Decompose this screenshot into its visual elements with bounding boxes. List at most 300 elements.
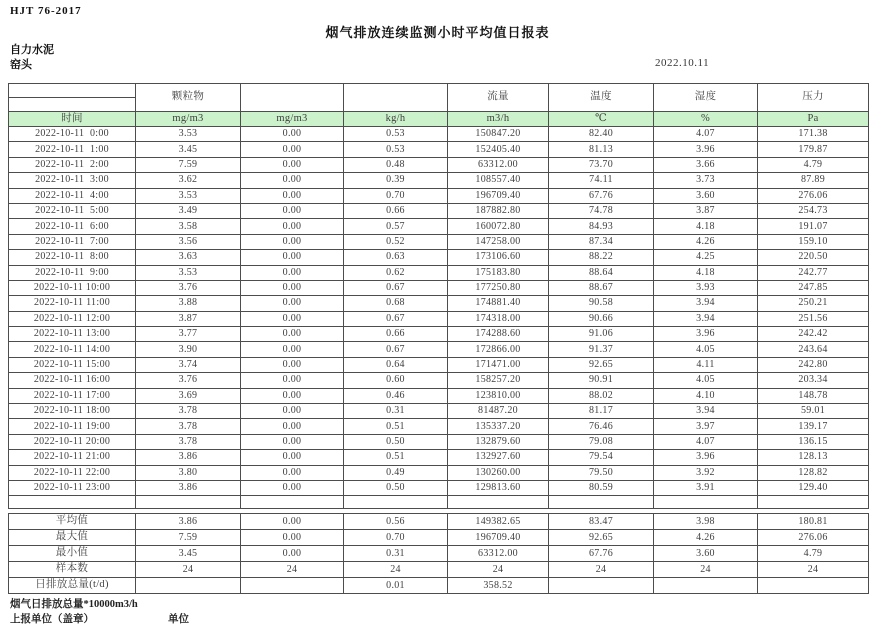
value-cell: 0.66 [344,203,448,218]
value-cell: 0.51 [344,419,448,434]
value-cell: 88.02 [549,388,654,403]
value-cell: 196709.40 [448,188,549,203]
time-cell: 2022-10-11 12:00 [9,311,136,326]
summary-row [9,514,869,530]
summary-value-cell: 149382.65 [448,514,549,530]
summary-label: 最小值 [9,546,136,562]
value-cell: 0.53 [344,127,448,142]
value-cell: 3.49 [136,203,241,218]
group-header-flow: 流量 [448,84,549,112]
summary-value-cell: 0.70 [344,530,448,546]
summary-table [8,513,869,594]
table-row [9,404,869,419]
value-cell: 3.78 [136,419,241,434]
value-cell: 0.00 [241,188,344,203]
time-column-header: 时间 [9,112,136,127]
group-header-particulate: 颗粒物 [136,84,241,112]
unit-mg-m3-1: mg/m3 [136,112,241,127]
split-top-cell [9,84,135,98]
value-cell: 0.60 [344,373,448,388]
value-cell: 179.87 [758,142,869,157]
time-cell: 2022-10-11 9:00 [9,265,136,280]
value-cell: 4.11 [654,357,758,372]
summary-value-cell: 4.26 [654,530,758,546]
summary-value-cell [136,578,241,594]
value-cell: 3.93 [654,280,758,295]
value-cell: 3.73 [654,173,758,188]
table-row [9,173,869,188]
time-cell: 2022-10-11 15:00 [9,357,136,372]
value-cell: 132879.60 [448,434,549,449]
value-cell: 3.58 [136,219,241,234]
value-cell: 87.34 [549,234,654,249]
unit-m3-h: m3/h [448,112,549,127]
value-cell: 132927.60 [448,450,549,465]
empty-cell [344,496,448,509]
time-cell: 2022-10-11 10:00 [9,280,136,295]
value-cell: 0.68 [344,296,448,311]
company-name: 自力水泥 [10,44,54,56]
table-row [9,127,869,142]
group-header-humidity: 湿度 [654,84,758,112]
table-row [9,188,869,203]
value-cell: 0.67 [344,280,448,295]
value-cell: 90.58 [549,296,654,311]
value-cell: 243.64 [758,342,869,357]
value-cell: 160072.80 [448,219,549,234]
value-cell: 79.54 [549,450,654,465]
summary-value-cell: 24 [549,562,654,578]
value-cell: 130260.00 [448,465,549,480]
value-cell: 0.66 [344,327,448,342]
value-cell: 250.21 [758,296,869,311]
value-cell: 0.00 [241,127,344,142]
value-cell: 4.07 [654,127,758,142]
value-cell: 0.00 [241,203,344,218]
value-cell: 0.00 [241,342,344,357]
value-cell: 136.15 [758,434,869,449]
table-row [9,203,869,218]
table-row [9,219,869,234]
time-cell: 2022-10-11 16:00 [9,373,136,388]
summary-value-cell [654,578,758,594]
value-cell: 3.86 [136,480,241,495]
value-cell: 177250.80 [448,280,549,295]
time-cell: 2022-10-11 0:00 [9,127,136,142]
value-cell: 0.00 [241,480,344,495]
summary-label: 样本数 [9,562,136,578]
group-header-pressure: 压力 [758,84,869,112]
value-cell: 0.51 [344,450,448,465]
value-cell: 87.89 [758,173,869,188]
summary-rows [9,514,869,594]
value-cell: 80.59 [549,480,654,495]
value-cell: 139.17 [758,419,869,434]
doc-code: HJT 76-2017 [10,5,82,17]
unit-percent: % [654,112,758,127]
value-cell: 3.56 [136,234,241,249]
empty-cell [654,496,758,509]
value-cell: 3.80 [136,465,241,480]
value-cell: 3.90 [136,342,241,357]
value-cell: 0.31 [344,404,448,419]
value-cell: 3.63 [136,250,241,265]
value-cell: 3.92 [654,465,758,480]
table-row [9,419,869,434]
value-cell: 4.05 [654,373,758,388]
group-header-blank-1 [241,84,344,112]
value-cell: 0.48 [344,157,448,172]
value-cell: 0.00 [241,296,344,311]
report-date: 2022.10.11 [655,57,710,69]
table-row [9,388,869,403]
value-cell: 4.10 [654,388,758,403]
value-cell: 3.62 [136,173,241,188]
summary-value-cell: 83.47 [549,514,654,530]
value-cell: 4.18 [654,219,758,234]
value-cell: 3.88 [136,296,241,311]
value-cell: 0.67 [344,342,448,357]
value-cell: 81487.20 [448,404,549,419]
table-row [9,280,869,295]
value-cell: 242.77 [758,265,869,280]
value-cell: 4.25 [654,250,758,265]
value-cell: 0.00 [241,142,344,157]
value-cell: 0.50 [344,480,448,495]
summary-value-cell: 63312.00 [448,546,549,562]
value-cell: 3.60 [654,188,758,203]
summary-value-cell: 3.45 [136,546,241,562]
value-cell: 3.94 [654,296,758,311]
summary-row [9,578,869,594]
table-row [9,357,869,372]
value-cell: 84.93 [549,219,654,234]
value-cell: 0.49 [344,465,448,480]
table-row [9,142,869,157]
value-cell: 0.50 [344,434,448,449]
summary-value-cell: 0.01 [344,578,448,594]
value-cell: 0.00 [241,265,344,280]
summary-value-cell: 24 [654,562,758,578]
empty-cell [758,496,869,509]
value-cell: 3.76 [136,373,241,388]
value-cell: 247.85 [758,280,869,295]
value-cell: 128.13 [758,450,869,465]
summary-value-cell: 92.65 [549,530,654,546]
time-cell: 2022-10-11 11:00 [9,296,136,311]
value-cell: 4.18 [654,265,758,280]
value-cell: 0.00 [241,250,344,265]
time-cell: 2022-10-11 13:00 [9,327,136,342]
value-cell: 129813.60 [448,480,549,495]
group-header-blank-2 [344,84,448,112]
value-cell: 4.05 [654,342,758,357]
summary-value-cell: 0.00 [241,546,344,562]
value-cell: 254.73 [758,203,869,218]
time-cell: 2022-10-11 18:00 [9,404,136,419]
summary-value-cell [549,578,654,594]
summary-value-cell: 24 [241,562,344,578]
time-cell: 2022-10-11 1:00 [9,142,136,157]
summary-value-cell: 0.00 [241,514,344,530]
value-cell: 220.50 [758,250,869,265]
time-cell: 2022-10-11 6:00 [9,219,136,234]
summary-value-cell: 24 [448,562,549,578]
value-cell: 74.11 [549,173,654,188]
value-cell: 0.70 [344,188,448,203]
value-cell: 0.67 [344,311,448,326]
table-row [9,465,869,480]
value-cell: 3.96 [654,327,758,342]
value-cell: 0.62 [344,265,448,280]
time-cell: 2022-10-11 21:00 [9,450,136,465]
summary-value-cell: 24 [344,562,448,578]
value-cell: 3.66 [654,157,758,172]
table-row [9,250,869,265]
value-cell: 3.53 [136,265,241,280]
value-cell: 0.00 [241,234,344,249]
unit-pa: Pa [758,112,869,127]
value-cell: 148.78 [758,388,869,403]
summary-value-cell: 196709.40 [448,530,549,546]
summary-row [9,530,869,546]
value-cell: 0.53 [344,142,448,157]
value-cell: 3.53 [136,127,241,142]
value-cell: 0.64 [344,357,448,372]
value-cell: 79.08 [549,434,654,449]
unit-label: 单位 [168,614,189,625]
value-cell: 59.01 [758,404,869,419]
table-row [9,157,869,172]
value-cell: 158257.20 [448,373,549,388]
empty-cell [9,496,136,509]
value-cell: 152405.40 [448,142,549,157]
value-cell: 150847.20 [448,127,549,142]
group-header-row [9,84,869,112]
table-row [9,342,869,357]
value-cell: 91.37 [549,342,654,357]
value-cell: 203.34 [758,373,869,388]
value-cell: 92.65 [549,357,654,372]
summary-label: 日排放总量(t/d) [9,578,136,594]
summary-row [9,562,869,578]
value-cell: 90.66 [549,311,654,326]
station-name: 窑头 [10,59,32,71]
footer-note: 烟气日排放总量*10000m3/h [10,599,138,610]
value-cell: 135337.20 [448,419,549,434]
summary-value-cell: 4.79 [758,546,869,562]
summary-value-cell [241,578,344,594]
value-cell: 73.70 [549,157,654,172]
value-cell: 0.00 [241,327,344,342]
value-cell: 174288.60 [448,327,549,342]
value-cell: 171.38 [758,127,869,142]
empty-row [9,496,869,509]
summary-value-cell: 3.98 [654,514,758,530]
value-cell: 3.86 [136,450,241,465]
value-cell: 3.77 [136,327,241,342]
value-cell: 276.06 [758,188,869,203]
data-rows [9,127,869,496]
value-cell: 3.53 [136,188,241,203]
value-cell: 82.40 [549,127,654,142]
time-cell: 2022-10-11 8:00 [9,250,136,265]
value-cell: 81.13 [549,142,654,157]
time-cell: 2022-10-11 20:00 [9,434,136,449]
value-cell: 128.82 [758,465,869,480]
value-cell: 159.10 [758,234,869,249]
value-cell: 0.00 [241,419,344,434]
value-cell: 3.97 [654,419,758,434]
value-cell: 3.96 [654,142,758,157]
value-cell: 0.63 [344,250,448,265]
table-row [9,434,869,449]
summary-value-cell: 7.59 [136,530,241,546]
value-cell: 67.76 [549,188,654,203]
value-cell: 3.94 [654,404,758,419]
value-cell: 129.40 [758,480,869,495]
value-cell: 174881.40 [448,296,549,311]
value-cell: 172866.00 [448,342,549,357]
value-cell: 74.78 [549,203,654,218]
value-cell: 175183.80 [448,265,549,280]
summary-label: 最大值 [9,530,136,546]
value-cell: 174318.00 [448,311,549,326]
value-cell: 0.00 [241,450,344,465]
value-cell: 173106.60 [448,250,549,265]
table-row [9,373,869,388]
summary-value-cell: 0.31 [344,546,448,562]
summary-value-cell: 3.60 [654,546,758,562]
value-cell: 242.42 [758,327,869,342]
value-cell: 251.56 [758,311,869,326]
summary-value-cell [758,578,869,594]
empty-cell [136,496,241,509]
table-row [9,234,869,249]
value-cell: 0.39 [344,173,448,188]
report-unit-label: 上报单位（盖章） [10,614,94,625]
value-cell: 3.94 [654,311,758,326]
value-cell: 191.07 [758,219,869,234]
summary-value-cell: 358.52 [448,578,549,594]
main-table [8,83,869,509]
value-cell: 0.00 [241,404,344,419]
empty-cell [241,496,344,509]
unit-celsius: ℃ [549,112,654,127]
value-cell: 88.64 [549,265,654,280]
value-cell: 3.91 [654,480,758,495]
value-cell: 4.07 [654,434,758,449]
value-cell: 123810.00 [448,388,549,403]
value-cell: 90.91 [549,373,654,388]
value-cell: 0.00 [241,388,344,403]
summary-value-cell: 67.76 [549,546,654,562]
value-cell: 0.00 [241,434,344,449]
time-cell: 2022-10-11 5:00 [9,203,136,218]
value-cell: 0.00 [241,357,344,372]
value-cell: 3.87 [654,203,758,218]
table-row [9,265,869,280]
value-cell: 3.96 [654,450,758,465]
value-cell: 81.17 [549,404,654,419]
time-cell: 2022-10-11 14:00 [9,342,136,357]
value-cell: 187882.80 [448,203,549,218]
summary-value-cell: 24 [136,562,241,578]
summary-row [9,546,869,562]
empty-cell [448,496,549,509]
value-cell: 3.45 [136,142,241,157]
table-row [9,480,869,495]
value-cell: 242.80 [758,357,869,372]
value-cell: 88.22 [549,250,654,265]
value-cell: 3.74 [136,357,241,372]
time-cell: 2022-10-11 3:00 [9,173,136,188]
value-cell: 0.52 [344,234,448,249]
split-bottom-cell [9,98,135,111]
value-cell: 147258.00 [448,234,549,249]
value-cell: 171471.00 [448,357,549,372]
time-cell: 2022-10-11 2:00 [9,157,136,172]
value-cell: 0.00 [241,219,344,234]
value-cell: 0.00 [241,373,344,388]
time-cell: 2022-10-11 23:00 [9,480,136,495]
table-row [9,311,869,326]
value-cell: 0.00 [241,157,344,172]
value-cell: 63312.00 [448,157,549,172]
time-header-split-cell [9,84,136,112]
empty-cell [549,496,654,509]
page-title: 烟气排放连续监测小时平均值日报表 [325,25,550,40]
value-cell: 0.00 [241,173,344,188]
value-cell: 76.46 [549,419,654,434]
unit-kg-h: kg/h [344,112,448,127]
value-cell: 0.00 [241,280,344,295]
table-row [9,450,869,465]
table-row [9,296,869,311]
summary-value-cell: 0.56 [344,514,448,530]
value-cell: 3.78 [136,404,241,419]
unit-header-row [9,112,869,127]
group-header-temperature: 温度 [549,84,654,112]
summary-value-cell: 276.06 [758,530,869,546]
value-cell: 3.76 [136,280,241,295]
table-row [9,327,869,342]
summary-label: 平均值 [9,514,136,530]
value-cell: 0.57 [344,219,448,234]
value-cell: 0.46 [344,388,448,403]
unit-mg-m3-2: mg/m3 [241,112,344,127]
time-cell: 2022-10-11 19:00 [9,419,136,434]
summary-value-cell: 3.86 [136,514,241,530]
time-cell: 2022-10-11 4:00 [9,188,136,203]
summary-value-cell: 0.00 [241,530,344,546]
time-cell: 2022-10-11 17:00 [9,388,136,403]
value-cell: 0.00 [241,311,344,326]
summary-value-cell: 24 [758,562,869,578]
value-cell: 88.67 [549,280,654,295]
value-cell: 4.26 [654,234,758,249]
time-cell: 2022-10-11 7:00 [9,234,136,249]
value-cell: 7.59 [136,157,241,172]
summary-value-cell: 180.81 [758,514,869,530]
value-cell: 3.69 [136,388,241,403]
value-cell: 3.87 [136,311,241,326]
value-cell: 91.06 [549,327,654,342]
value-cell: 108557.40 [448,173,549,188]
time-cell: 2022-10-11 22:00 [9,465,136,480]
value-cell: 79.50 [549,465,654,480]
value-cell: 4.79 [758,157,869,172]
